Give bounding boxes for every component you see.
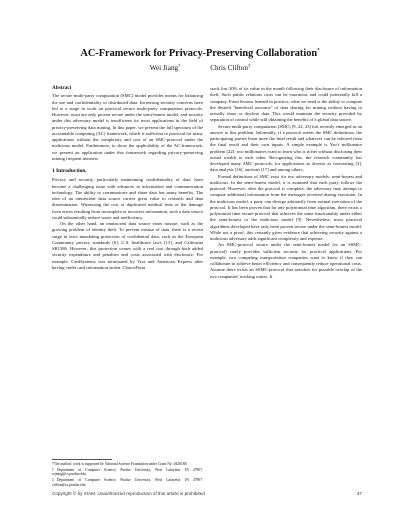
author-1-name: Wei Jiang — [149, 64, 179, 73]
right-column — [210, 86, 362, 280]
abstract-body — [52, 93, 203, 162]
paper-title-text: AC-Framework for Privacy-Preserving Collaboration — [80, 48, 318, 59]
author-list — [0, 63, 400, 72]
footnote-rule — [52, 459, 112, 460]
author-1-mark: † — [178, 63, 181, 68]
author-2 — [210, 64, 250, 72]
page-number: 47 — [356, 491, 362, 496]
left-column — [52, 85, 203, 271]
intro-paragraph-1: Privacy and security, particularly maintaining confidentiality of data, have become a challenging issue with advances in information and communication technology. The ability to communicate and share data has many benefits. The idea of an omniscient data source carries great value to research and data dissemination. Witnessing the cost of duplicated medical tests or the damage from errors resulting from incomplete or incorrect information, such a data source could substantially reduce waste and inefficiency. — [52, 177, 203, 220]
author-2-name: Chris Clifton — [210, 64, 248, 73]
footnote-3: ‡Department of Computer Science, Purdue University, West Lafayette, IN 47907. clifton@cs.purdue.edu — [52, 478, 203, 487]
section-heading: 1 Introduction. — [52, 168, 87, 174]
copyright-notice: Copyright © by SIAM. Unauthorized reproduction of this article is prohibited — [52, 491, 205, 496]
intro-paragraph-2: On the other hand, an omniscient data source eases misuse, such as the growing problem of identity theft. To prevent misuse of data, there is a recent surge in laws mandating protection of confidential data, such as the European Community privacy standards [6], U.S. healthcare laws [13], and California SB1386. However, this protection comes with a real cost through both added security expenditure and penalties and costs associated with disclosure. For example, CardSystems was terminated by Visa and American Express after having credit card information stolen. ChoicePoint — [52, 221, 203, 270]
author-2-mark: ‡ — [247, 63, 251, 68]
title-footnote-mark: * — [317, 48, 320, 54]
intro-paragraph-3: stock lost 20% of its value in the month following their disclosure of information theft. Such public relations costs can be enormous and could potentially kill a company. From lessons learned in practice, what we need is the ability to compute the desired "beneficial outcome" of data sharing for mining without having to actually share or disclose data. This would maintain the security provided by separation of control while still obtaining the benefits of a global data source. — [210, 86, 362, 123]
abstract-heading: Abstract — [52, 85, 72, 91]
footnote-1: *The authors' work is supported by National Science Foundation under Grant No. 0428168. — [52, 462, 188, 466]
intro-paragraph-5: Formal definitions of SMC exist for two adversary models: semi-honest and malicious. In the semi-honest model, it is assumed that each party follows the protocol. However, after the protocol is complete, the adversary may attempt to compute additional information from the messages received during execution. In the malicious model, a party can diverge arbitrarily from normal execution of the protocol. It has been proven that for any polynomial time algorithm, there exists a polynomial time secure protocol that achieves the same functionality under either the semi-honest or the malicious model [9]. Nevertheless, most practical algorithms developed have only been proven secure under the semi-honest model. While not a proof, this certainly gives evidence that achieving security against a malicious adversary adds significant complexity and expense. — [210, 173, 362, 241]
intro-paragraph-4: Secure multi-party computation (SMC) [9, 22, 23] has recently emerged as an answer to this problem. Informally, if a protocol meets the SMC definitions, the participating parties learn more the final result and whatever can be inferred from the final result and their own inputs. A simple example is Yao's millionaire problem [22]: two millionaires want to learn who is richer without disclosing their actual wealth to each other. Recognizing this, the research community has developed many SMC protocols, for applications as diverse as forecasting [3], data analysis [16], auctions [17] and among others. — [210, 123, 362, 173]
paper-title — [0, 48, 400, 59]
abstract-text: The secure multi-party computation (SMC) model provides means for balancing the use and confidentiality of distributed data. Increasing security concerns have led to a surge in work on practical secure multi-party computation protocols. However, most are only proven secure under the semi-honest model, and security under this adversary model is insufficient for most applications in the field of privacy-preserving data mining. In this paper, we present the full spectrum of the accountable computing (AC) framework, which is sufficient or practical for many applications without the complexity and cost of an SMC-protocol under the malicious model. Furthermore, to show the applicability of the AC-framework, we present an application under this framework regarding privacy-preserving mining frequent itemsets. — [52, 93, 203, 161]
footnotes — [52, 459, 203, 489]
author-1 — [150, 64, 181, 72]
footnote-2: †Department of Computer Science, Purdue University, West Lafayette, IN 47907. wjiang@cs.purdue.edu — [52, 467, 203, 477]
intro-paragraph-6: An SMC-protocol secure under the semi-honest model (or an SSMC-protocol) rarely provides sufficient security for practical applications. For example, two competing transportation companies want to know if they can collaborate to achieve better efficiency and consequently reduce operational costs. Assume there exists an SSMC-protocol that searches for possible overlap of the two companies' trucking routes. It — [210, 242, 362, 279]
